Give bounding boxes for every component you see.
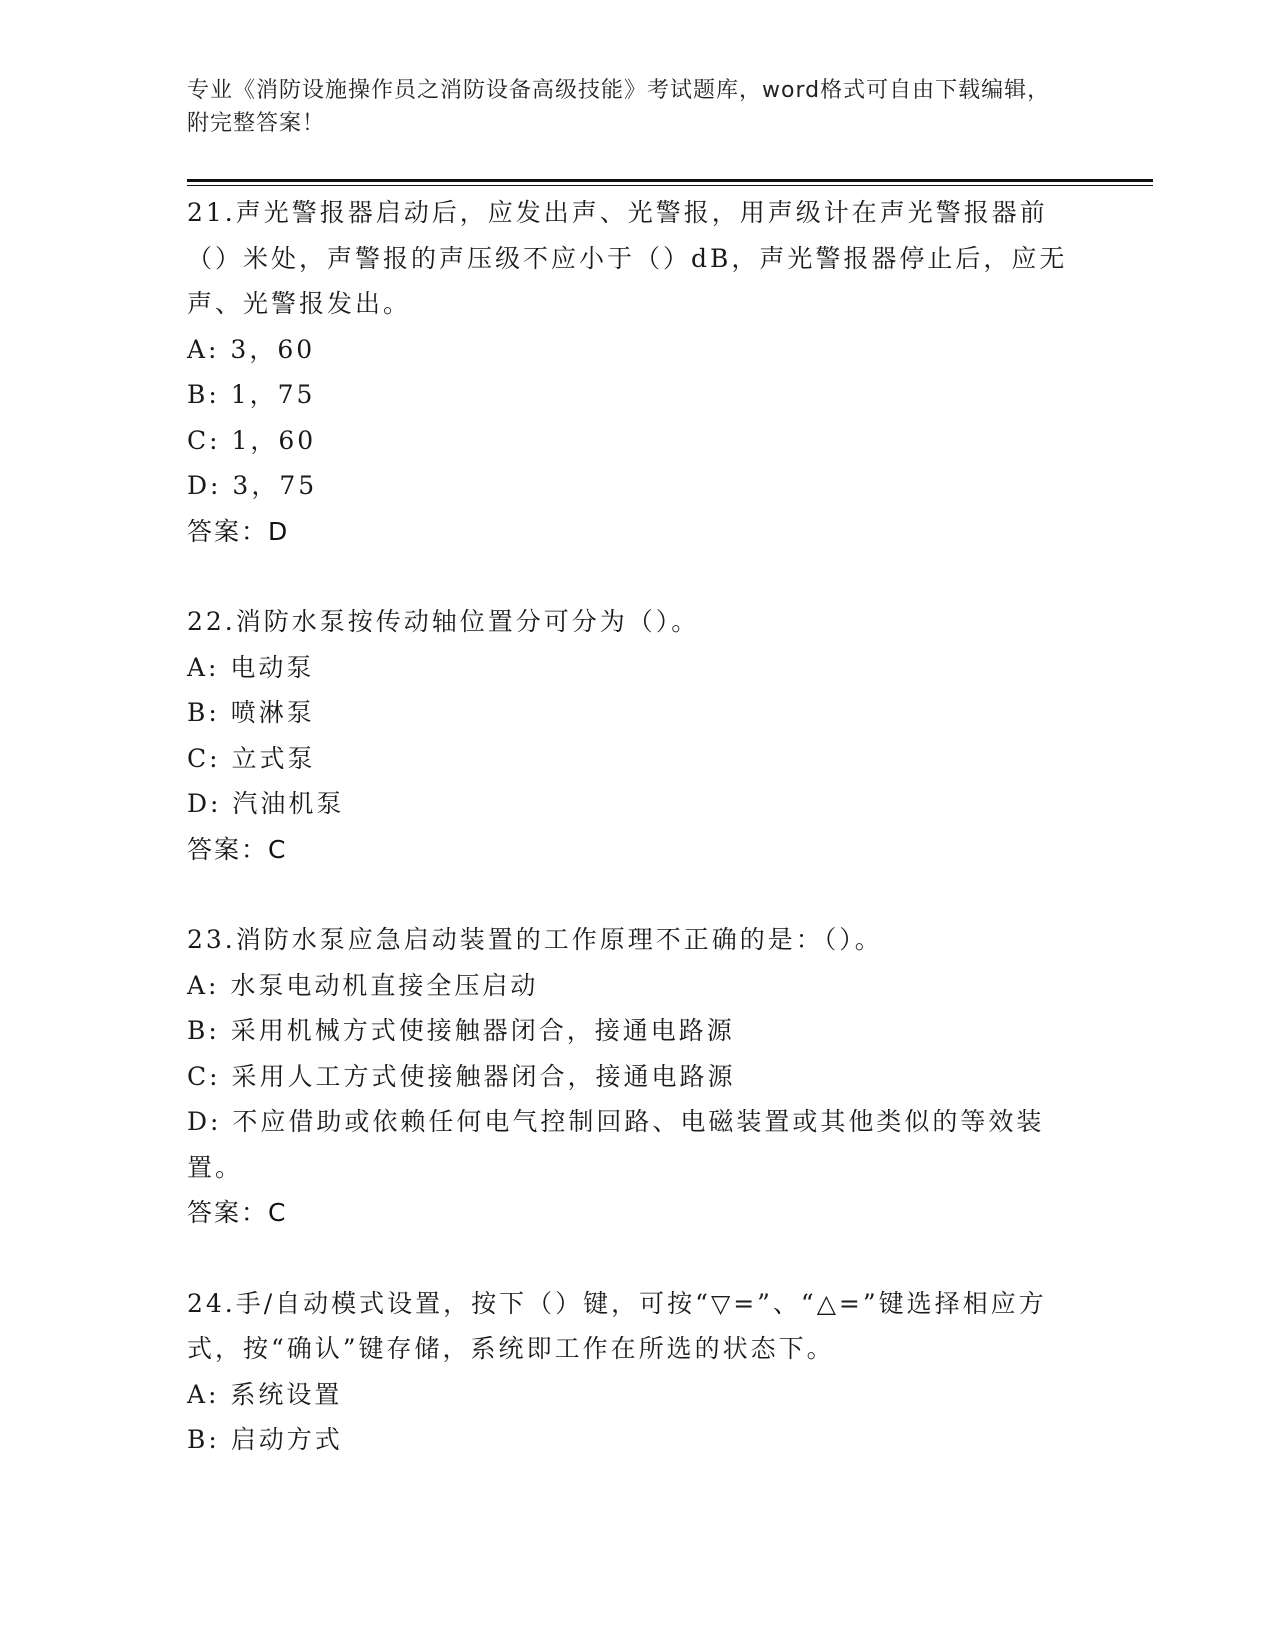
option-b: B: 喷淋泵 <box>187 698 315 727</box>
option-b: B: 启动方式 <box>187 1425 343 1454</box>
option-d: D: 3，75 <box>187 471 318 500</box>
question-21 <box>187 190 1087 554</box>
question-list <box>187 190 1087 1463</box>
question-stem: 22.消防水泵按传动轴位置分可分为（）。 <box>187 607 700 636</box>
answer-line: 答案：C <box>187 1198 288 1227</box>
answer-line: 答案：C <box>187 834 288 864</box>
option-a: A: 3，60 <box>187 334 316 364</box>
question-stem: 21.声光警报器启动后，应发出声、光警报，用声级计在声光警报器前（）米处，声警报的声压级不应小于（）dB，声光警报器停止后，应无声、光警报发出。 <box>187 198 1068 318</box>
question-24 <box>187 1281 1087 1463</box>
answer-line: 答案：D <box>187 516 290 546</box>
option-c: C: 采用人工方式使接触器闭合，接通电路源 <box>187 1061 736 1091</box>
option-a: A: 系统设置 <box>187 1379 343 1409</box>
question-stem: 24.手/自动模式设置，按下（）键，可按“▽=”、“△=”键选择相应方式，按“确认”键存储，系统即工作在所选的状态下。 <box>187 1288 1047 1363</box>
option-d: D: 不应借助或依赖任何电气控制回路、电磁装置或其他类似的等效装置。 <box>187 1107 1045 1182</box>
option-a: A: 电动泵 <box>187 652 315 682</box>
question-22 <box>187 599 1087 872</box>
option-c: C: 立式泵 <box>187 743 316 773</box>
option-b: B: 采用机械方式使接触器闭合，接通电路源 <box>187 1016 735 1045</box>
option-d: D: 汽油机泵 <box>187 789 345 818</box>
option-b: B: 1，75 <box>187 380 316 409</box>
option-c: C: 1，60 <box>187 425 317 455</box>
question-23 <box>187 917 1087 1236</box>
header-divider-thick <box>187 179 1153 182</box>
option-a: A: 水泵电动机直接全压启动 <box>187 970 539 1000</box>
question-stem: 23.消防水泵应急启动装置的工作原理不正确的是：（）。 <box>187 925 883 954</box>
document-header: 专业《消防设施操作员之消防设备高级技能》考试题库，word格式可自由下载编辑，附完整答案！ <box>187 78 1051 136</box>
header-divider-thin <box>187 185 1153 186</box>
